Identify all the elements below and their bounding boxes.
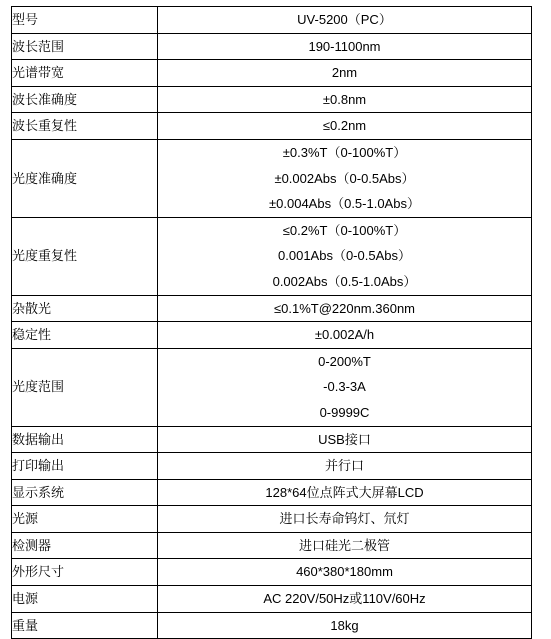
- spec-row: [12, 506, 532, 533]
- spec-row: [12, 295, 532, 322]
- spec-value-cell: [158, 348, 532, 426]
- spec-row: [12, 322, 532, 349]
- spec-value-cell: [158, 139, 532, 217]
- spec-row: [12, 348, 532, 426]
- spec-value: 190-1100nm: [308, 38, 381, 54]
- spec-value: ≤0.2%T（0-100%T）: [282, 222, 407, 238]
- spec-value: 128*64位点阵式大屏幕LCD: [265, 484, 424, 500]
- spec-row: [12, 7, 532, 34]
- spec-value: AC 220V/50Hz或110V/60Hz: [263, 591, 426, 607]
- spec-table: [11, 6, 532, 639]
- spec-row: [12, 113, 532, 140]
- spec-label: 光度范围: [12, 348, 158, 426]
- spec-label: 打印输出: [12, 453, 158, 480]
- spec-value-cell: [158, 586, 532, 613]
- spec-value: ±0.004Abs（0.5-1.0Abs）: [269, 196, 420, 212]
- spec-label: 波长范围: [12, 33, 158, 60]
- spec-label: 数据输出: [12, 426, 158, 453]
- spec-value-cell: [158, 322, 532, 349]
- spec-row: [12, 612, 532, 639]
- spec-label: 杂散光: [12, 295, 158, 322]
- spec-label: 波长准确度: [12, 86, 158, 113]
- spec-value-cell: [158, 532, 532, 559]
- spec-label: 外形尺寸: [12, 559, 158, 586]
- spec-value: 进口硅光二极管: [298, 537, 390, 553]
- spec-label: 波长重复性: [12, 113, 158, 140]
- spec-row: [12, 532, 532, 559]
- spec-row: [12, 86, 532, 113]
- spec-value-cell: [158, 86, 532, 113]
- spec-label: 稳定性: [12, 322, 158, 349]
- spec-row: [12, 217, 532, 295]
- spec-label: 光源: [12, 506, 158, 533]
- spec-label: 光度重复性: [12, 217, 158, 295]
- spec-value: USB接口: [318, 431, 371, 447]
- spec-value-cell: [158, 559, 532, 586]
- spec-value: 0.002Abs（0.5-1.0Abs）: [272, 273, 417, 289]
- spec-value: -0.3-3A: [323, 379, 366, 395]
- spec-row: [12, 139, 532, 217]
- spec-value-cell: [158, 295, 532, 322]
- spec-value: 2nm: [331, 65, 358, 81]
- spec-label: 型号: [12, 7, 158, 34]
- spec-label: 光谱带宽: [12, 60, 158, 87]
- spec-row: [12, 559, 532, 586]
- spec-value-cell: [158, 113, 532, 140]
- spec-value: 18kg: [330, 617, 359, 633]
- spec-value: ±0.002A/h: [314, 327, 375, 343]
- spec-table-body: [12, 7, 532, 639]
- spec-label: 检测器: [12, 532, 158, 559]
- spec-value: ≤0.2nm: [322, 118, 367, 134]
- spec-label: 显示系统: [12, 479, 158, 506]
- spec-value-cell: [158, 426, 532, 453]
- spec-value-cell: [158, 60, 532, 87]
- spec-value-cell: [158, 612, 532, 639]
- spec-value-cell: [158, 217, 532, 295]
- spec-label: 光度准确度: [12, 139, 158, 217]
- spec-value: ≤0.1%T@220nm.360nm: [273, 300, 415, 316]
- spec-value-cell: [158, 7, 532, 34]
- spec-value: 进口长寿命钨灯、氘灯: [279, 511, 410, 527]
- spec-value: 460*380*180mm: [296, 564, 393, 580]
- spec-row: [12, 586, 532, 613]
- spec-value: ±0.8nm: [322, 91, 367, 107]
- spec-row: [12, 453, 532, 480]
- spec-row: [12, 426, 532, 453]
- spec-value-cell: [158, 506, 532, 533]
- spec-value-cell: [158, 453, 532, 480]
- spec-label: 重量: [12, 612, 158, 639]
- spec-value: ±0.3%T（0-100%T）: [282, 144, 407, 160]
- spec-row: [12, 33, 532, 60]
- spec-value: 0-9999C: [319, 404, 370, 420]
- spec-row: [12, 479, 532, 506]
- spec-value: UV-5200（PC）: [297, 12, 392, 27]
- spec-value: ±0.002Abs（0-0.5Abs）: [274, 170, 415, 186]
- spec-row: [12, 60, 532, 87]
- spec-label: 电源: [12, 586, 158, 613]
- spec-value: 0-200%T: [318, 353, 371, 369]
- spec-value-cell: [158, 33, 532, 60]
- spec-value-cell: [158, 479, 532, 506]
- spec-value: 0.001Abs（0-0.5Abs）: [278, 248, 411, 264]
- spec-value: 并行口: [324, 458, 364, 474]
